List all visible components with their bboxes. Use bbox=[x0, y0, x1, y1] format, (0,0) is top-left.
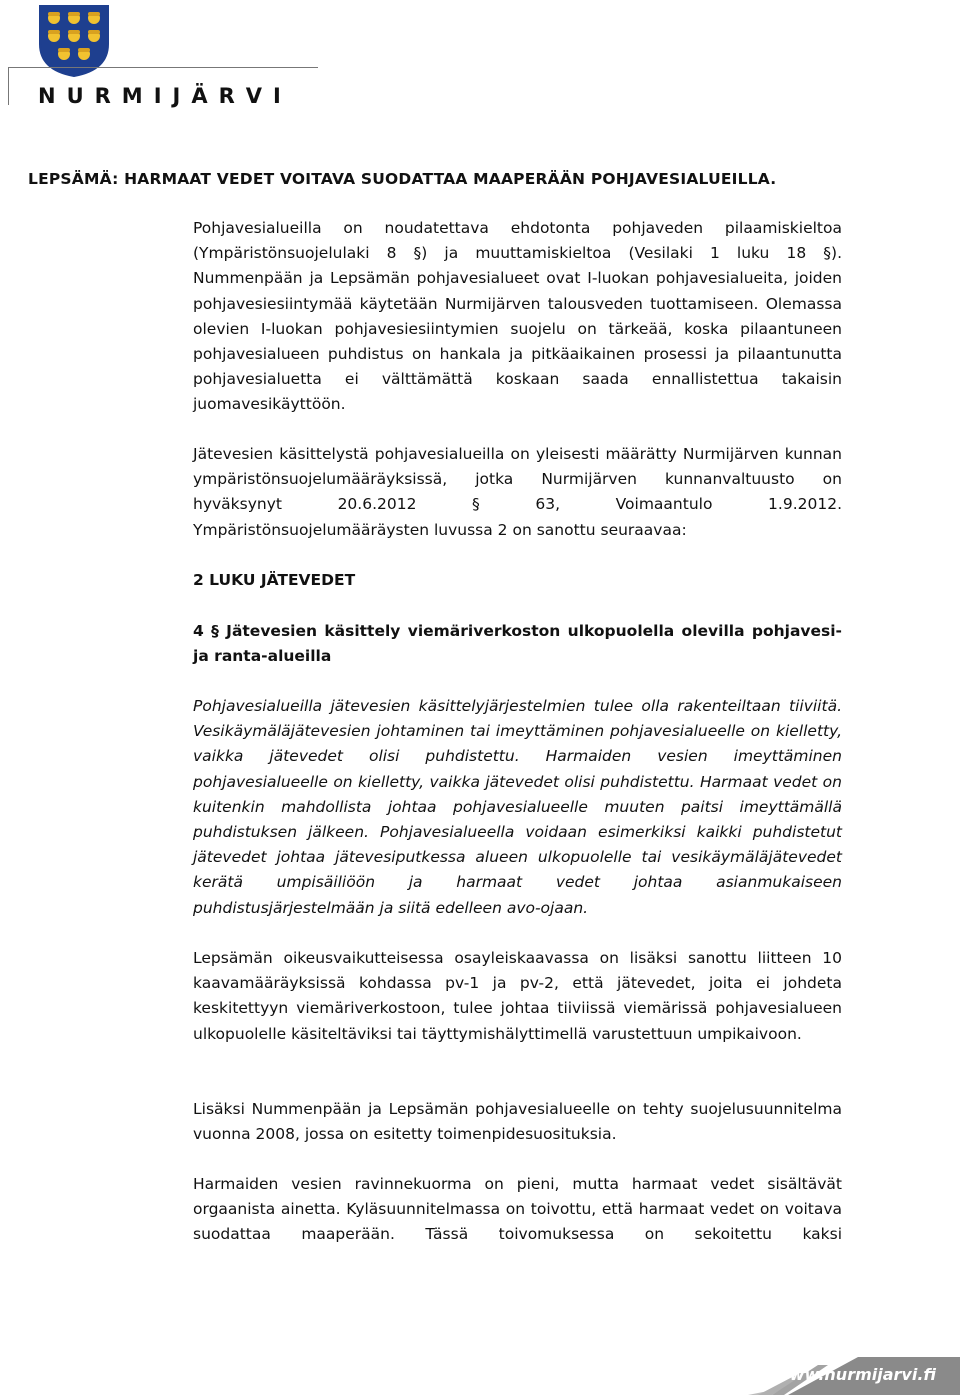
header-divider-vertical bbox=[8, 67, 9, 105]
brand-wordmark: NURMIJÄRVI bbox=[38, 84, 292, 108]
section-heading bbox=[193, 619, 842, 669]
paragraph-local-plan bbox=[193, 946, 842, 1047]
paragraph-grey-water bbox=[193, 1172, 842, 1248]
header-divider bbox=[8, 67, 318, 68]
footer-url[interactable]: www.nurmijarvi.fi bbox=[775, 1365, 936, 1384]
paragraph-text: Jätevesien käsittelystä pohjavesialueilla on yleisesti määrätty Nurmijärven kunnan ympäristönsuojelumääräyksissä, jotka Nurmijärven kunnanvaltuusto on hyväksynyt 20.6.2012 § 63, Voimaantulo 1.9.2012. bbox=[193, 445, 842, 514]
quote-text: Pohjavesialueilla jätevesien käsittelyjärjestelmien tulee olla rakenteiltaan tiiviitä. Vesikäymäläjätevesien johtaminen tai imeyttäminen pohjavesialueelle on kielletty, vaikka jätevedet olisi puhdistettu. Harmaiden vesien imeyttäminen pohjavesialueelle on kielletty, vaikka jätevedet olisi puhdistettu. Harmaat vedet on kuitenkin mahdollista johtaa pohjavesialueelle muuten paitsi imeyttämällä puhdistuksen jälkeen. Pohjavesialueella voidaan esimerkiksi kaikki puhdistetut jätevedet johtaa jätevesiputkessa alueen ulkopuolelle tai vesikäymäläjätevedet kerätä umpisäiliöön ja harmaat vedet johtaa asianmukaiseen puhdistusjärjestelmään ja siitä edelleen avo-ojaan. bbox=[193, 697, 842, 917]
paragraph-text-line2: Ympäristönsuojelumääräysten luvussa 2 on sanottu seuraavaa: bbox=[193, 520, 687, 539]
regulation-quote bbox=[193, 694, 842, 921]
section-heading-text: 4 § Jätevesien käsittely viemäriverkoston ulkopuolella olevilla pohjavesi- ja ranta-alueilla bbox=[193, 622, 842, 666]
document-title: LEPSÄMÄ: HARMAAT VEDET VOITAVA SUODATTAA MAAPERÄÄN POHJAVESIALUEILLA. bbox=[28, 170, 777, 188]
footer-url-bar bbox=[748, 1357, 960, 1395]
paragraph-text: Harmaiden vesien ravinnekuorma on pieni, mutta harmaat vedet sisältävät orgaanista ainetta. Kyläsuunnitelmassa on toivottu, että harmaat vedet on voitava suodattaa maaperään. Tässä toivomuksessa on sekoitettu kaksi bbox=[193, 1175, 842, 1244]
paragraph-pollution-ban bbox=[193, 216, 842, 418]
paragraph-text: Pohjavesialueilla on noudatettava ehdotonta pohjaveden pilaamiskieltoa (Ympäristönsuojelulaki 8 §) ja muuttamiskieltoa (Vesilaki 1 luku 18 §). Nummenpään ja Lepsämän pohjavesialueet ovat I-luokan pohjavesialueita, joiden pohjavesiesiintymää käytetään Nurmijärven talousveden tuottamiseen. Olemassa olevien I-luokan pohjavesiesiintymien suojelu on tärkeää, koska pilaantuneen pohjavesialueen puhdistus on hankala ja pitkäaikainen prosessi ja pilaantunutta pohjavesialuetta ei välttämättä koskaan saada ennallistettua takaisin juomavesikäyttöön. bbox=[193, 219, 842, 414]
chapter-heading: 2 LUKU JÄTEVEDET bbox=[193, 571, 356, 589]
paragraph-text: Lepsämän oikeusvaikutteisessa osayleiskaavassa on lisäksi sanottu liitteen 10 kaavamääräyksissä kohdassa pv-1 ja pv-2, että jätevedet, joita ei johdeta keskitettyyn viemäriverkostoon, tulee johtaa tiiviissä viemärissä pohjavesialueen ulkopuolelle käsiteltäviksi tai täyttymishälyttimellä varustettuun umpikaivoon. bbox=[193, 949, 842, 1043]
paragraph-regulations bbox=[193, 442, 842, 543]
header-logo bbox=[4, 0, 314, 112]
paragraph-text: Lisäksi Nummenpään ja Lepsämän pohjavesialueelle on tehty suojelusuunnitelma vuonna 2008, jossa on esitetty toimenpidesuosituksia. bbox=[193, 1100, 842, 1144]
paragraph-protection-plan bbox=[193, 1097, 842, 1147]
